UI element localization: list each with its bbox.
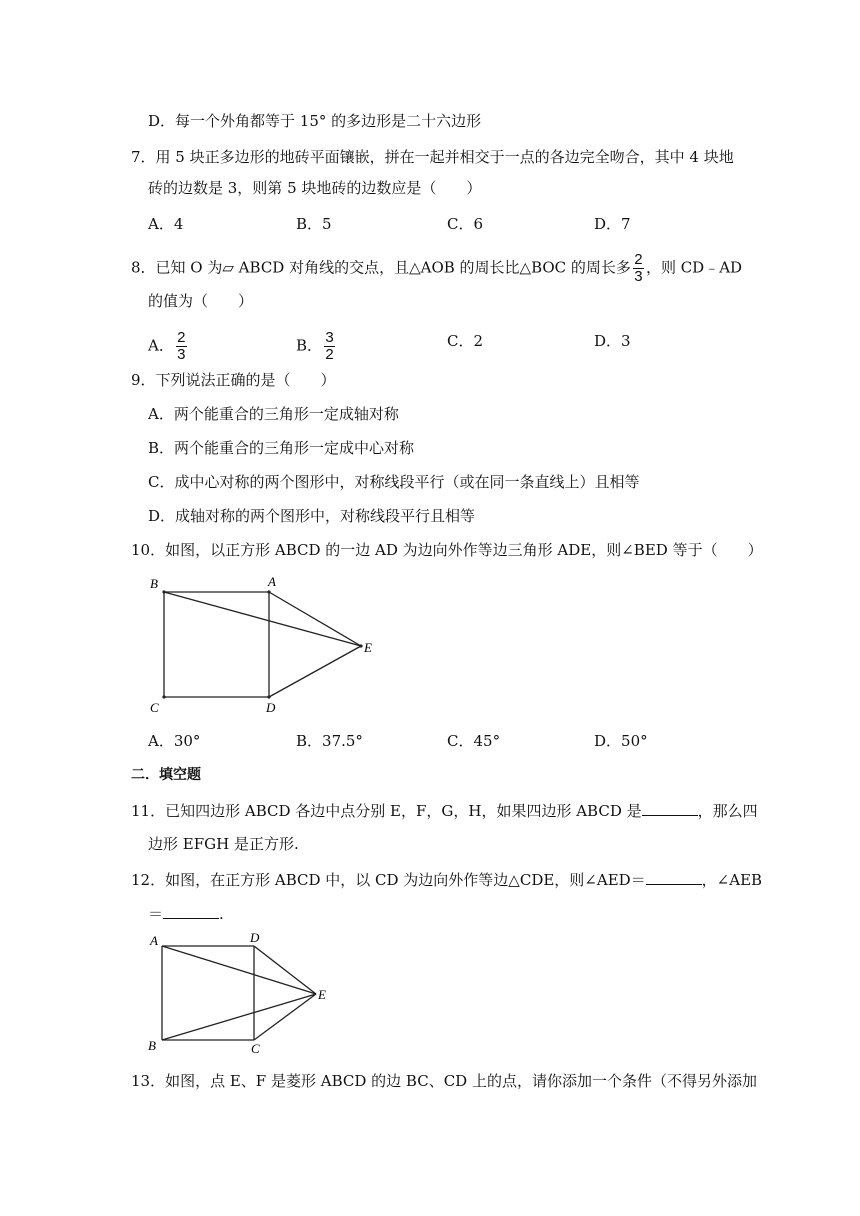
q10-figure: [144, 570, 384, 720]
q9-option-c: C．成中心对称的两个图形中，对称线段平行（或在同一条直线上）且相等: [148, 473, 640, 491]
vertex-label-d: D: [266, 700, 276, 715]
q11-text-b: ，那么四: [697, 802, 758, 820]
q6-option-d: D．每一个外角都等于 15° 的多边形是二十六边形: [148, 112, 482, 130]
q8-option-a: [148, 331, 189, 362]
q9-option-d: D．成轴对称的两个图形中，对称线段平行且相等: [148, 507, 476, 525]
section-heading-fill-in: 二．填空题: [131, 767, 201, 783]
fraction-denominator: 3: [634, 268, 643, 285]
q8-stem-line1: [131, 253, 742, 284]
q12-text-a: 12．如图，在正方形 ABCD 中，以 CD 为边向外作等边△CDE，则∠AED＝: [131, 871, 646, 889]
q8-option-b-fraction: [324, 331, 335, 362]
q11-stem-line1: [131, 800, 758, 821]
vertex-label-d: D: [250, 930, 260, 945]
fraction-denominator: 3: [177, 346, 186, 363]
q8-stem-fraction: [633, 253, 644, 284]
vertex-label-b: B: [148, 1038, 156, 1053]
q12-answer-blank-1[interactable]: [646, 869, 702, 885]
fraction-denominator: 2: [325, 346, 334, 363]
q7-stem-line1: 7．用 5 块正多边形的地砖平面镶嵌，拼在一起并相交于一点的各边完全吻合，其中 4 块地: [131, 148, 734, 166]
vertex-label-e: E: [364, 640, 372, 655]
q8-option-b: [296, 331, 337, 362]
vertex-label-c: C: [251, 1041, 260, 1056]
q10-stem: 10．如图，以正方形 ABCD 的一边 AD 为边向外作等边三角形 ADE，则∠BED 等于（ ）: [131, 541, 763, 559]
option-label: B．: [296, 336, 323, 355]
q11-stem-line2: 边形 EFGH 是正方形.: [148, 835, 299, 853]
q8-option-c: C．2: [447, 332, 484, 350]
q10-option-d: D．50°: [594, 732, 648, 750]
q9-option-a: A．两个能重合的三角形一定成轴对称: [148, 405, 399, 423]
q10-option-b: B．37.5°: [296, 732, 363, 750]
fraction-numerator: 2: [177, 329, 186, 346]
vertex-label-e: E: [318, 987, 326, 1002]
option-label: A．: [148, 336, 174, 355]
q12-text-b: ，∠AEB: [701, 871, 763, 889]
q7-option-b: B．5: [296, 215, 332, 233]
q11-answer-blank[interactable]: [642, 800, 698, 816]
q8-stem-text-a: 8．已知 O 为▱ ABCD 对角线的交点，且△AOB 的周长比△BOC 的周长多: [131, 258, 631, 277]
vertex-label-b: B: [150, 576, 158, 591]
q10-option-c: C．45°: [447, 732, 501, 750]
q7-option-a: A．4: [148, 215, 184, 233]
q12-text-c: ＝: [148, 905, 164, 923]
q12-stem-line1: [131, 869, 762, 890]
q13-stem-line1: 13．如图，点 E、F 是菱形 ABCD 的边 BC、CD 上的点，请你添加一个条件（不得另外添加: [131, 1072, 757, 1090]
q12-answer-blank-2[interactable]: [163, 903, 219, 919]
q7-stem-line2: 砖的边数是 3，则第 5 块地砖的边数应是（ ）: [148, 179, 482, 197]
fraction-numerator: 2: [634, 251, 643, 268]
q11-text-a: 11．已知四边形 ABCD 各边中点分别 E，F，G，H，如果四边形 ABCD 是: [131, 802, 642, 820]
q12-text-d: .: [219, 905, 224, 923]
vertex-label-a: A: [150, 933, 158, 948]
q8-option-d: D．3: [594, 332, 631, 350]
q10-option-a: A．30°: [148, 732, 201, 750]
vertex-label-a: A: [268, 574, 276, 589]
q8-stem-text-b: ，则 CD﹣AD: [645, 258, 743, 277]
q8-stem-line2: 的值为（ ）: [148, 292, 254, 310]
q12-figure: [144, 928, 344, 1058]
q12-stem-line2: [148, 903, 224, 924]
q9-stem: 9．下列说法正确的是（ ）: [131, 371, 336, 389]
vertex-label-c: C: [150, 700, 159, 715]
q9-option-b: B．两个能重合的三角形一定成中心对称: [148, 439, 415, 457]
fraction-numerator: 3: [325, 329, 334, 346]
q7-option-d: D．7: [594, 215, 631, 233]
q8-option-a-fraction: [176, 331, 187, 362]
q7-option-c: C．6: [447, 215, 484, 233]
